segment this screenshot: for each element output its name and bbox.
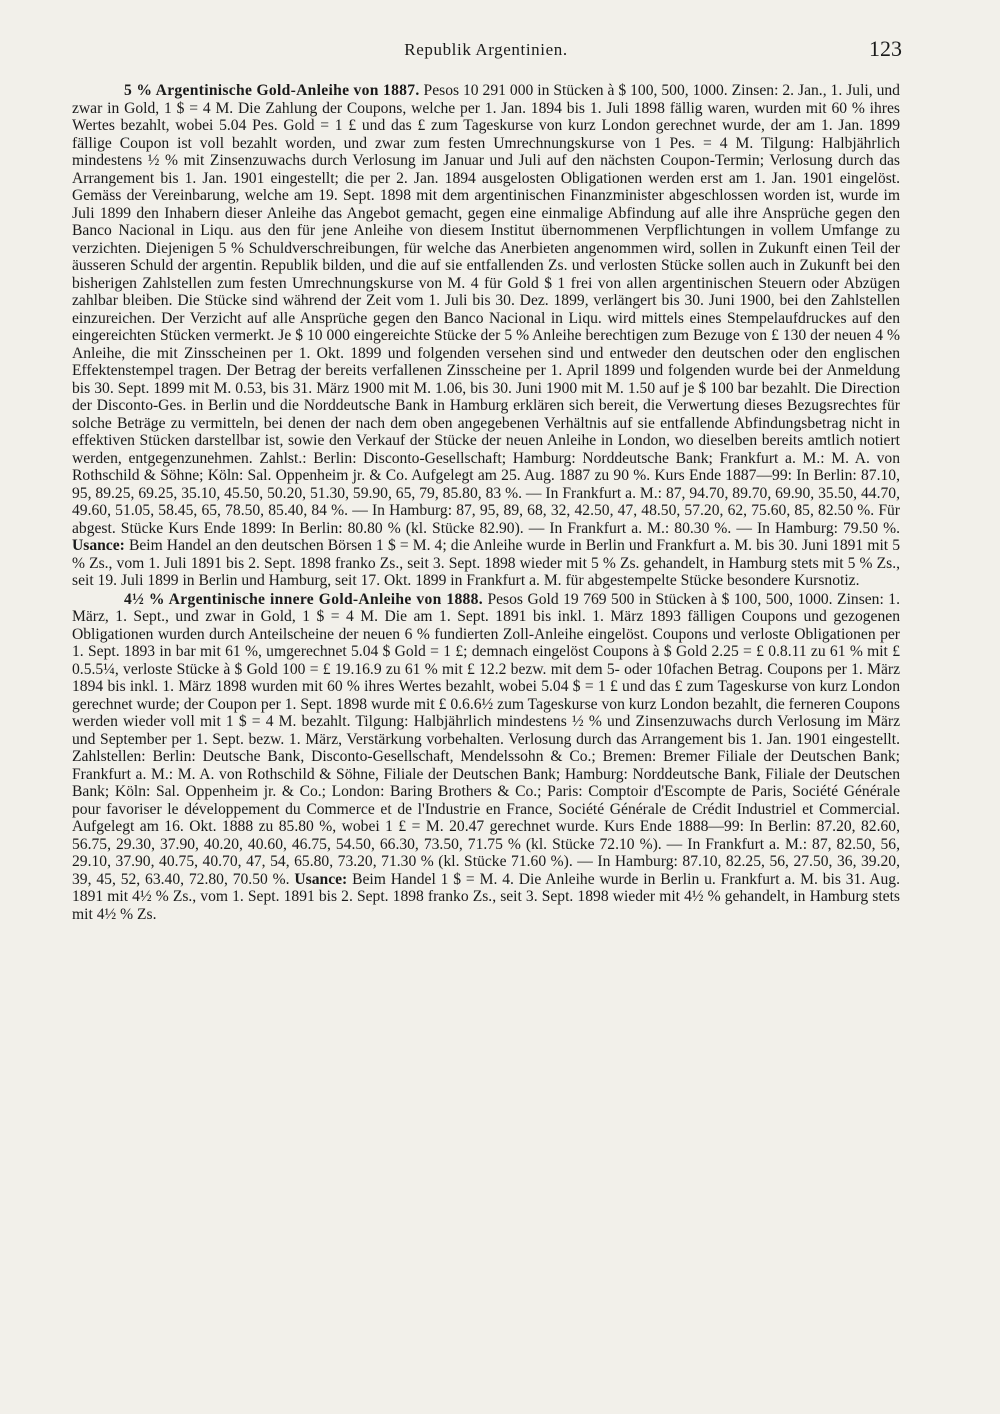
running-title: Republik Argentinien. xyxy=(404,40,568,59)
usance-text: Beim Handel an den deutschen Börsen 1 $ = M. 4; die Anleihe wurde in Berlin und Frankfurt a. M. bis 30. Juni 1891 mit 5 % Zs., vom 1. Juli 1891 bis 2. Sept. 1898 franko Zs., seit 3. Sept. 1898 wieder mit 5 % Zs. gehandelt, in Hamburg stets mit 5 % Zs., seit 19. Juli 1899 in Berlin und Hamburg, seit 17. Okt. 1899 in Frankfurt a. M. für abgestempelte Stücke besondere Kursnotiz. xyxy=(72,537,900,589)
usance-label: Usance: xyxy=(294,870,348,888)
usance-label: Usance: xyxy=(72,537,125,554)
entry-heading: 4½ % Argentinische innere Gold-Anleihe von 1888. xyxy=(124,590,483,608)
entry-body: Pesos 10 291 000 in Stücken à $ 100, 500, 1000. Zinsen: 2. Jan., 1. Juli, und zwar in Gold, 1 $ = 4 M. Die Zahlung der Coupons, welche per 1. Jan. 1894 bis 1. Juli 1898 fällig waren, wurden mit 60 % ihres Wertes bezahlt, wobei 5.04 Pes. Gold = 1 £ und das £ zum Tageskurse von kurz London gerechnet wurde, der am 1. Jan. 1899 fällige Coupon ist voll bezahlt worden, und zwar zum festen Umrechnungskurse von 1 Pes. = 4 M. Tilgung: Halbjährlich mindestens ½ % mit Zinsenzuwachs durch Verlosung im Januar und Juli auf den nächsten Coupon-Termin; Verlosung durch das Arrangement bis 1. Jan. 1901 eingestellt; die per 2. Jan. 1894 ausgelosten Obligationen werden erst am 1. Jan. 1901 eingelöst. Gemäss der Vereinbarung, welche am 19. Sept. 1898 mit dem argentinischen Finanzminister abgeschlossen worden ist, wurde im Juli 1899 den Inhabern dieser Anleihe das Angebot gemacht, gegen eine einmalige Abfindung auf alle ihre Ansprüche gegen den Banco Nacional in Liqu. aus den für jene Anleihe von diesem Institut übernommenen Verpflichtungen in vollem Umfange zu verzichten. Diejenigen 5 % Schuldverschreibungen, für welche das Anerbieten angenommen wird, sollen in Zukunft einen Teil der äusseren Schuld der argentin. Republik bilden, und die auf sie entfallenden Zs. und verlosten Stücke sollen auch in Zukunft bei den bisherigen Zahlstellen zum festen Umrechnungskurse von M. 4 für Gold $ 1 frei von allen argentinischen Steuern oder Abzügen zahlbar bleiben. Die Stücke sind während der Zeit vom 1. Juli bis 30. Dez. 1899, verlängert bis 30. Juni 1900, bei den Zahlstellen einzureichen. Der Verzicht auf alle Ansprüche gegen den Banco Nacional in Liqu. wird mittels eines Stempelaufdruckes auf den eingereichten Stücken vermerkt. Je $ 10 000 eingereichte Stücke der 5 % Anleihe berechtigen zum Bezuge von £ 130 der neuen 4 % Anleihe, die mit Zinsscheinen per 1. Okt. 1899 und folgenden versehen sind und entweder den deutschen oder den englischen Effektenstempel tragen. Der Betrag der bereits verfallenen Zinsscheine per 1. April 1899 und folgenden wurde bei der Anmeldung bis 30. Sept. 1899 mit M. 0.53, bis 31. März 1900 mit M. 1.06, bis 30. Juni 1900 mit M. 1.50 auf je $ 100 bar bezahlt. Die Direction der Disconto-Ges. in Berlin und die Norddeutsche Bank in Hamburg erklären sich bereit, die Verwertung dieses Bezugsrechtes für solche Beträge zu vermitteln, bei denen der nach dem oben angegebenen Verhältnis auf sie entfallende Abfindungsbetrag nicht in effektiven Stücken darstellbar ist, sowie den Verkauf der Stücke der neuen Anleihe in London, wo dieselben bereits amtlich notiert werden, entgegenzunehmen. Zahlst.: Berlin: Disconto-Gesellschaft; Hamburg: Norddeutsche Bank; Frankfurt a. M.: M. A. von Rothschild & Söhne; Köln: Sal. Oppenheim jr. & Co. Aufgelegt am 25. Aug. 1887 zu 90 %. Kurs Ende 1887—99: In Berlin: 87.10, 95, 89.25, 69.25, 35.10, 45.50, 50.20, 51.30, 59.90, 65, 79, 85.80, 83 %. — In Frankfurt a. M.: 87, 94.70, 89.70, 69.90, 35.50, 44.70, 49.60, 51.05, 58.45, 65, 78.50, 85.40, 84 %. — In Hamburg: 87, 95, 89, 68, 32, 42.50, 47, 48.50, 57.20, 62, 75.60, 85, 82.50 %. Für abgest. Stücke Kurs Ende 1899: In Berlin: 80.80 % (kl. Stücke 82.90). — In Frankfurt a. M.: 80.30 %. — In Hamburg: 79.50 %. xyxy=(72,82,900,537)
page-number: 123 xyxy=(869,36,902,61)
bond-entry-1888 xyxy=(72,591,900,924)
page-header xyxy=(72,36,900,64)
entry-body: Pesos Gold 19 769 500 in Stücken à $ 100, 500, 1000. Zinsen: 1. März, 1. Sept., und zwar in Gold, 1 $ = 4 M. Die am 1. Sept. 1891 bis inkl. 1. März 1893 fälligen Coupons und gezogenen Obligationen wurden durch Anteilscheine der neuen 6 % fundierten Zoll-Anleihe eingelöst. Coupons und verloste Obligationen per 1. Sept. 1893 in bar mit 61 %, umgerechnet 5.04 $ Gold = 1 £; demnach eingelöst Coupons à $ Gold 2.25 = £ 0.8.11 zu 61 % mit £ 0.5.5¼, verloste Stücke à $ Gold 100 = £ 19.16.9 zu 61 % mit £ 12.2 bezw. mit dem 5- oder 10fachen Betrag. Coupons per 1. März 1894 bis inkl. 1. März 1898 wurden mit 60 % ihres Wertes bezahlt, wobei 5.04 $ = 1 £ und das £ zum Tageskurse von kurz London gerechnet wurde; der Coupon per 1. Sept. 1898 wurde mit £ 0.6.6½ zum Tageskurse von kurz London bezahlt, die ferneren Coupons werden wieder voll mit 1 $ = 4 M. bezahlt. Tilgung: Halbjährlich mindestens ½ % und Zinsenzuwachs durch Verlosung im März und September per 1. Sept. bezw. 1. März, Verstärkung vorbehalten. Verlosung durch das Arrangement bis 1. Jan. 1901 eingestellt. Zahlstellen: Berlin: Deutsche Bank, Disconto-Gesellschaft, Mendelssohn & Co.; Bremen: Bremer Filiale der Deutschen Bank; Frankfurt a. M.: M. A. von Rothschild & Söhne, Filiale der Deutschen Bank; Hamburg: Norddeutsche Bank, Filiale der Deutschen Bank; Köln: Sal. Oppenheim jr. & Co.; London: Baring Brothers & Co.; Paris: Comptoir d'Escompte de Paris, Société Générale pour favoriser le développement du Commerce et de l'Industrie en France, Société Générale de Crédit Industriel et Commercial. Aufgelegt am 16. Okt. 1888 zu 85.80 %, wobei 1 £ = M. 20.47 gerechnet wurde. Kurs Ende 1888—99: In Berlin: 87.20, 82.60, 56.75, 29.30, 37.90, 40.20, 40.60, 46.75, 54.50, 66.30, 73.50, 71.75 % (kl. Stücke 72.10 %). — In Frankfurt a. M.: 87, 82.50, 56, 29.10, 37.90, 40.75, 40.70, 47, 54, 65.80, 73.20, 71.30 % (kl. Stücke 71.60 %). — In Hamburg: 87.10, 82.25, 56, 27.50, 36, 39.20, 39, 45, 52, 63.40, 72.80, 70.50 %. xyxy=(72,590,900,888)
bond-entry-1887 xyxy=(72,82,900,590)
usance-text: Beim Handel 1 $ = M. 4. Die Anleihe wurde in Berlin u. Frankfurt a. M. bis 31. Aug. 1891 mit 4½ % Zs., vom 1. Sept. 1891 bis 2. Sept. 1898 franko Zs., seit 3. Sept. 1898 wieder mit 4½ % gehandelt, in Hamburg stets mit 4½ % Zs. xyxy=(72,870,900,923)
entry-heading: 5 % Argentinische Gold-Anleihe von 1887. xyxy=(124,82,420,99)
